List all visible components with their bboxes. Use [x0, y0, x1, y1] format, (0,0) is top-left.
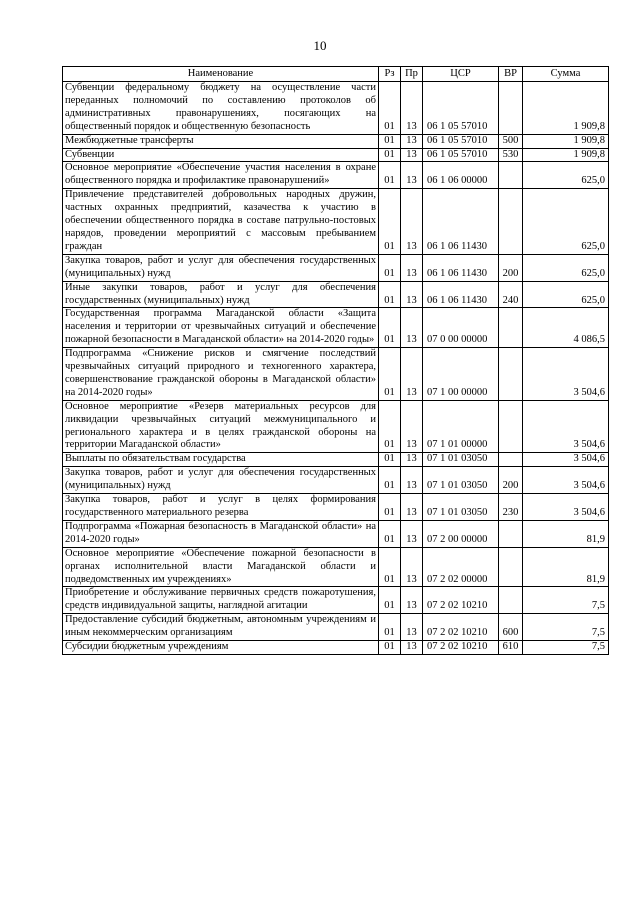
row-sum: 1 909,8	[523, 82, 609, 135]
row-vr: 200	[499, 254, 523, 281]
row-vr: 600	[499, 614, 523, 641]
row-vr: 200	[499, 467, 523, 494]
row-name: Закупка товаров, работ и услуг для обеспечения государственных (муниципальных) нужд	[63, 467, 379, 494]
row-rz: 01	[379, 453, 401, 467]
row-vr	[499, 547, 523, 587]
row-name: Основное мероприятие «Обеспечение пожарной безопасности в органах исполнительной власти Магаданской области и подведомственных им учреждениях»	[63, 547, 379, 587]
row-sum: 625,0	[523, 254, 609, 281]
row-name: Приобретение и обслуживание первичных средств пожаротушения, средств индивидуальной защиты, наглядной агитации	[63, 587, 379, 614]
row-pr: 13	[401, 467, 423, 494]
row-csr: 06 1 05 57010	[423, 148, 499, 162]
table-row	[63, 308, 609, 348]
row-pr: 13	[401, 134, 423, 148]
table-row	[63, 547, 609, 587]
row-csr: 07 2 00 00000	[423, 520, 499, 547]
row-vr	[499, 162, 523, 189]
row-csr: 07 2 02 10210	[423, 641, 499, 655]
row-csr: 06 1 06 11430	[423, 254, 499, 281]
row-csr: 06 1 06 11430	[423, 281, 499, 308]
table-row	[63, 453, 609, 467]
table-row	[63, 82, 609, 135]
row-vr	[499, 587, 523, 614]
row-sum: 3 504,6	[523, 348, 609, 401]
row-sum: 7,5	[523, 641, 609, 655]
row-csr: 07 2 02 00000	[423, 547, 499, 587]
row-pr: 13	[401, 614, 423, 641]
row-csr: 07 2 02 10210	[423, 614, 499, 641]
row-rz: 01	[379, 254, 401, 281]
row-name: Основное мероприятие «Обеспечение участия населения в охране общественного порядка и профилактике правонарушений»	[63, 162, 379, 189]
row-sum: 7,5	[523, 587, 609, 614]
table-row	[63, 162, 609, 189]
row-sum: 3 504,6	[523, 453, 609, 467]
row-sum: 3 504,6	[523, 494, 609, 521]
row-vr: 610	[499, 641, 523, 655]
row-rz: 01	[379, 82, 401, 135]
row-csr: 07 0 00 00000	[423, 308, 499, 348]
header-csr: ЦСР	[423, 67, 499, 82]
row-vr: 500	[499, 134, 523, 148]
header-vr: ВР	[499, 67, 523, 82]
row-csr: 07 1 01 03050	[423, 494, 499, 521]
row-pr: 13	[401, 281, 423, 308]
row-rz: 01	[379, 148, 401, 162]
row-name: Государственная программа Магаданской области «Защита населения и территории от чрезвычайных ситуаций и обеспечение пожарной безопасности в Магаданской области» на 2014-2020 годы»	[63, 308, 379, 348]
row-csr: 07 1 01 00000	[423, 400, 499, 453]
row-sum: 7,5	[523, 614, 609, 641]
row-csr: 07 1 01 03050	[423, 453, 499, 467]
row-pr: 13	[401, 453, 423, 467]
row-csr: 06 1 05 57010	[423, 82, 499, 135]
row-vr: 230	[499, 494, 523, 521]
row-name: Привлечение представителей добровольных народных дружин, частных охранных предприятий, казачества к участию в обеспечении общественного порядка в составе патрульно-постовых нарядов, проведении мероприятий с массовым пребыванием граждан	[63, 189, 379, 255]
table-header-row	[63, 67, 609, 82]
header-pr: Пр	[401, 67, 423, 82]
row-vr	[499, 520, 523, 547]
row-rz: 01	[379, 400, 401, 453]
row-sum: 625,0	[523, 162, 609, 189]
row-pr: 13	[401, 400, 423, 453]
row-sum: 1 909,8	[523, 134, 609, 148]
page-number: 10	[313, 38, 327, 53]
row-rz: 01	[379, 641, 401, 655]
row-name: Закупка товаров, работ и услуг в целях формирования государственного материального резерва	[63, 494, 379, 521]
table-row	[63, 189, 609, 255]
row-pr: 13	[401, 308, 423, 348]
table-row	[63, 400, 609, 453]
row-name: Подпрограмма «Пожарная безопасность в Магаданской области» на 2014-2020 годы»	[63, 520, 379, 547]
table-row	[63, 281, 609, 308]
row-pr: 13	[401, 254, 423, 281]
row-csr: 07 1 00 00000	[423, 348, 499, 401]
row-rz: 01	[379, 494, 401, 521]
row-pr: 13	[401, 587, 423, 614]
table-row	[63, 467, 609, 494]
row-vr	[499, 189, 523, 255]
row-csr: 07 2 02 10210	[423, 587, 499, 614]
row-rz: 01	[379, 467, 401, 494]
table-row	[63, 641, 609, 655]
row-vr: 530	[499, 148, 523, 162]
row-pr: 13	[401, 494, 423, 521]
row-csr: 07 1 01 03050	[423, 467, 499, 494]
row-rz: 01	[379, 189, 401, 255]
row-name: Субвенции федеральному бюджету на осуществление части переданных полномочий по составлению протоколов об административных правонарушениях, посягающих на общественный порядок и общественную безопасность	[63, 82, 379, 135]
row-vr	[499, 400, 523, 453]
row-name: Субвенции	[63, 148, 379, 162]
row-pr: 13	[401, 189, 423, 255]
row-pr: 13	[401, 520, 423, 547]
row-name: Подпрограмма «Снижение рисков и смягчение последствий чрезвычайных ситуаций природного и техногенного характера, совершенствование гражданской обороны в Магаданской области» на 2014-2020 годы»	[63, 348, 379, 401]
row-rz: 01	[379, 520, 401, 547]
row-vr	[499, 348, 523, 401]
header-sum: Сумма	[523, 67, 609, 82]
budget-table	[62, 66, 609, 655]
row-name: Основное мероприятие «Резерв материальных ресурсов для ликвидации чрезвычайных ситуаций межмуниципального и регионального характера и в целях гражданской обороны на территории Магаданской области»	[63, 400, 379, 453]
row-rz: 01	[379, 162, 401, 189]
row-pr: 13	[401, 148, 423, 162]
header-name: Наименование	[63, 67, 379, 82]
row-rz: 01	[379, 348, 401, 401]
row-vr	[499, 453, 523, 467]
row-name: Закупка товаров, работ и услуг для обеспечения государственных (муниципальных) нужд	[63, 254, 379, 281]
row-rz: 01	[379, 614, 401, 641]
header-rz: Рз	[379, 67, 401, 82]
row-pr: 13	[401, 547, 423, 587]
row-rz: 01	[379, 281, 401, 308]
table-row	[63, 520, 609, 547]
row-rz: 01	[379, 308, 401, 348]
row-csr: 06 1 06 00000	[423, 162, 499, 189]
row-rz: 01	[379, 587, 401, 614]
table-row	[63, 134, 609, 148]
table-row	[63, 614, 609, 641]
table-row	[63, 148, 609, 162]
row-sum: 3 504,6	[523, 467, 609, 494]
row-name: Субсидии бюджетным учреждениям	[63, 641, 379, 655]
row-pr: 13	[401, 162, 423, 189]
row-csr: 06 1 05 57010	[423, 134, 499, 148]
row-rz: 01	[379, 547, 401, 587]
row-csr: 06 1 06 11430	[423, 189, 499, 255]
table-row	[63, 587, 609, 614]
row-vr: 240	[499, 281, 523, 308]
row-pr: 13	[401, 82, 423, 135]
row-sum: 4 086,5	[523, 308, 609, 348]
row-sum: 625,0	[523, 281, 609, 308]
row-sum: 625,0	[523, 189, 609, 255]
row-pr: 13	[401, 641, 423, 655]
row-vr	[499, 82, 523, 135]
row-name: Иные закупки товаров, работ и услуг для обеспечения государственных (муниципальных) нужд	[63, 281, 379, 308]
row-name: Предоставление субсидий бюджетным, автономным учреждениям и иным некоммерческим организациям	[63, 614, 379, 641]
row-sum: 81,9	[523, 547, 609, 587]
row-sum: 3 504,6	[523, 400, 609, 453]
table-row	[63, 348, 609, 401]
table-row	[63, 494, 609, 521]
row-rz: 01	[379, 134, 401, 148]
row-name: Выплаты по обязательствам государства	[63, 453, 379, 467]
row-name: Межбюджетные трансферты	[63, 134, 379, 148]
row-sum: 81,9	[523, 520, 609, 547]
row-sum: 1 909,8	[523, 148, 609, 162]
table-row	[63, 254, 609, 281]
row-pr: 13	[401, 348, 423, 401]
row-vr	[499, 308, 523, 348]
